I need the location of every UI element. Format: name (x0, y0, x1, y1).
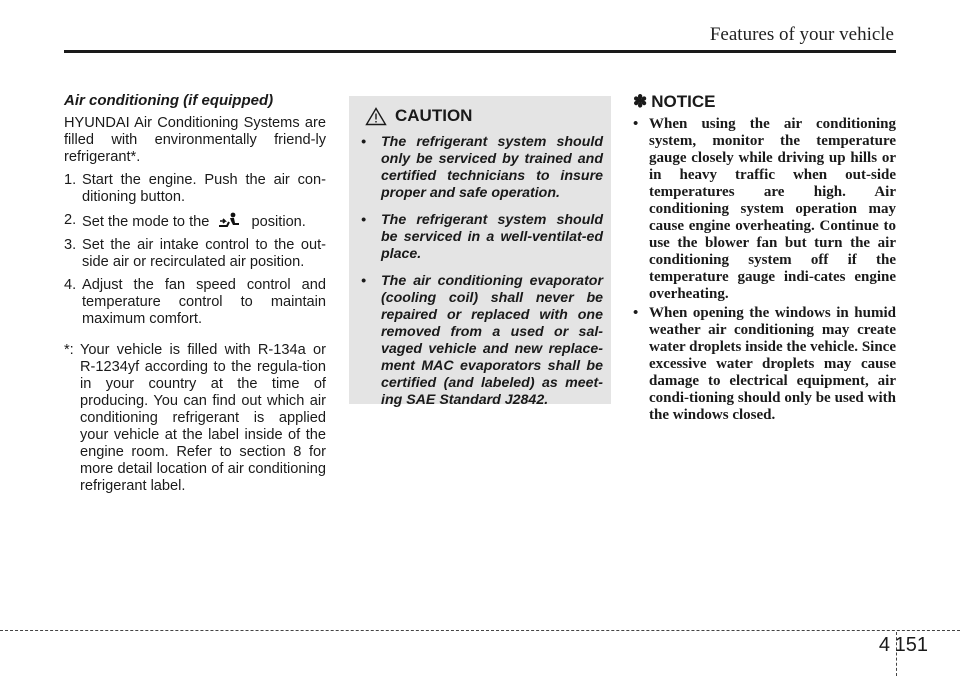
step-number: 4. (64, 277, 77, 293)
caution-box (349, 96, 611, 408)
notice-header (633, 92, 896, 112)
bullet: • (361, 134, 366, 150)
caution-title: CAUTION (395, 106, 473, 125)
bullet: • (633, 305, 639, 321)
notice-item-text: When using the air conditioning system, monitor the temperature gauge closely while driving up hills or in heavy traffic when out-side temperatures are high. Air conditioning system operation may cause engine overheating. Continue to use the blower fan but turn the air conditioning system off if the temperature gauge indi-cates engine overheating. (649, 116, 896, 302)
floor-vent-mode-icon (217, 212, 243, 229)
step-number: 3. (64, 237, 77, 253)
step-text: Start the engine. Push the air con-ditioning button. (82, 172, 326, 205)
header-rule (64, 50, 896, 53)
notice-star-icon: ✽ (633, 92, 648, 111)
step-4 (64, 277, 326, 328)
chapter-number: 4 (878, 634, 890, 656)
caution-item-text: The air conditioning evaporator (cooling coil) shall never be repaired or replaced with one removed from a used or sal-vaged vehicle and new replace-ment MAC evaporators shall be certified (and labeled) as meet-ing SAE Standard J2842. (381, 273, 603, 408)
steps-list (64, 172, 326, 328)
intro-paragraph: HYUNDAI Air Conditioning Systems are filled with environmentally friend-ly refrigerant*. (64, 115, 326, 165)
notice-item (633, 305, 896, 424)
step-1 (64, 172, 326, 206)
step-text-before: Set the mode to the (82, 214, 210, 230)
step-number: 2. (64, 212, 77, 228)
bullet: • (361, 273, 366, 289)
caution-item (361, 273, 603, 409)
footer-dashed-rule (0, 630, 960, 631)
notice-item-text: When opening the windows in humid weather air conditioning may create water droplets inside the vehicle. Since excessive water droplets may cause damage to electrical equipment, air condi-tioning should only be used with the windows closed. (649, 305, 896, 423)
page-number: 151 (894, 634, 928, 656)
notice-title: NOTICE (651, 92, 716, 111)
footnote-mark: *: (64, 342, 74, 358)
caution-header (365, 106, 603, 126)
section-title: Air conditioning (if equipped) (64, 92, 274, 109)
running-header: Features of your vehicle (709, 24, 894, 45)
caution-item-text: The refrigerant system should only be serviced by trained and certified technicians to insure proper and safe operation. (381, 134, 603, 201)
step-3 (64, 237, 326, 271)
notice-section (633, 92, 896, 426)
bullet: • (633, 116, 639, 132)
step-2 (64, 212, 326, 231)
footnote (64, 342, 326, 495)
step-number: 1. (64, 172, 77, 188)
caution-item (361, 212, 603, 263)
caution-item-text: The refrigerant system should be serviced in a well-ventilat-ed place. (381, 212, 603, 262)
warning-triangle-icon (365, 107, 387, 126)
step-text-after: position. (251, 214, 306, 230)
ac-section (64, 92, 326, 495)
bullet: • (361, 212, 366, 228)
step-text: Adjust the fan speed control and temperature control to maintain maximum comfort. (82, 277, 326, 327)
step-text: Set the air intake control to the out-side air or recirculated air position. (82, 237, 326, 270)
notice-item (633, 116, 896, 303)
footnote-text: Your vehicle is filled with R-134a or R-1234yf according to the regula-tion in your country at the time of producing. You can find out which air conditioning refrigerant is applied your vehicle at the label inside of the engine room. Refer to section 8 for more detail location of air conditioning refrigerant label. (80, 342, 326, 494)
caution-item (361, 134, 603, 202)
